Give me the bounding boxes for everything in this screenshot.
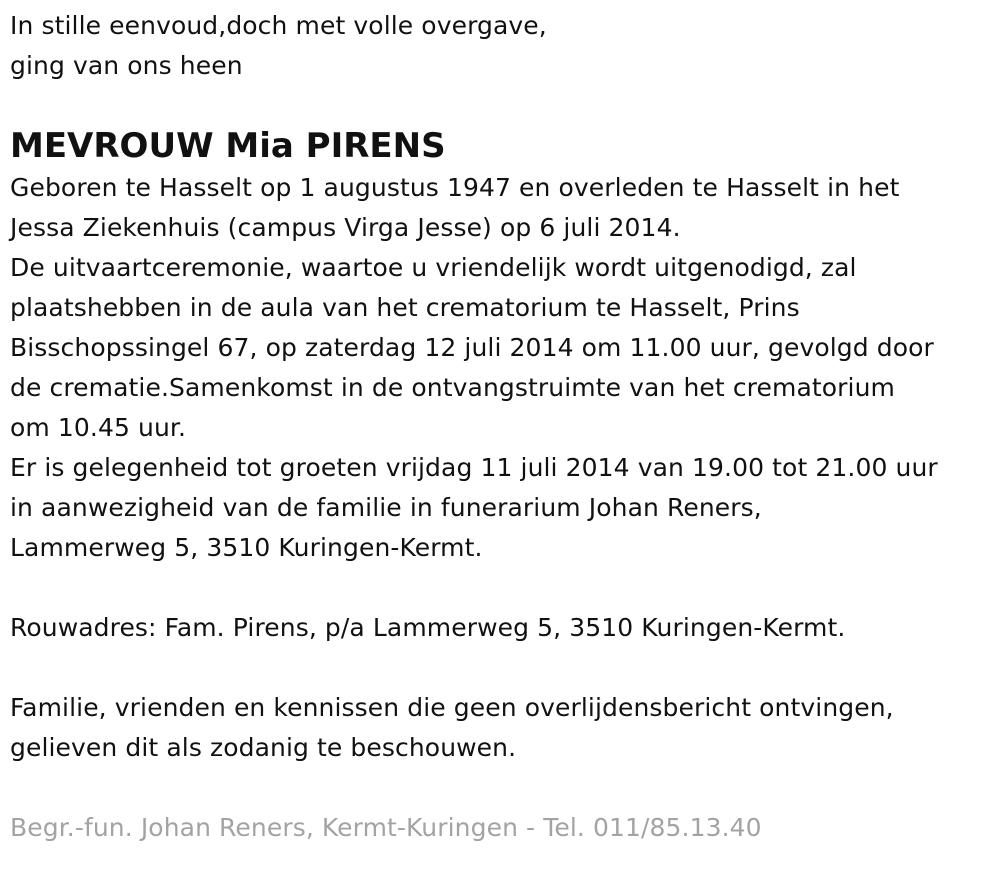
- body-line: De uitvaartceremonie, waartoe u vriendelijk wordt uitgenodigd, zal: [10, 253, 857, 282]
- body-line: om 10.45 uur.: [10, 413, 187, 442]
- spacer: [10, 768, 990, 808]
- body-line: Lammerweg 5, 3510 Kuringen-Kermt.: [10, 533, 483, 562]
- notice-disclaimer: [10, 688, 990, 768]
- body-line: Geboren te Hasselt op 1 augustus 1947 en overleden te Hasselt in het: [10, 173, 900, 202]
- spacer: [10, 648, 990, 688]
- mourning-address: Rouwadres: Fam. Pirens, p/a Lammerweg 5, 3510 Kuringen-Kermt.: [10, 613, 846, 642]
- notice-body: [10, 168, 990, 568]
- body-line: Jessa Ziekenhuis (campus Virga Jesse) op 6 juli 2014.: [10, 213, 681, 242]
- spacer: [10, 568, 990, 608]
- disclaimer-line: gelieven dit als zodanig te beschouwen.: [10, 733, 517, 762]
- intro-line: In stille eenvoud,doch met volle overgave,: [10, 11, 547, 40]
- intro-line: ging van ons heen: [10, 51, 243, 80]
- body-line: in aanwezigheid van de familie in funerarium Johan Reners,: [10, 493, 762, 522]
- deceased-name: MEVROUW Mia PIRENS: [10, 126, 446, 166]
- body-line: de crematie.Samenkomst in de ontvangstruimte van het crematorium: [10, 373, 895, 402]
- death-notice: [10, 6, 990, 848]
- body-line: plaatshebben in de aula van het crematorium te Hasselt, Prins: [10, 293, 800, 322]
- disclaimer-line: Familie, vrienden en kennissen die geen overlijdensbericht ontvingen,: [10, 693, 894, 722]
- body-line: Er is gelegenheid tot groeten vrijdag 11 juli 2014 van 19.00 tot 21.00 uur: [10, 453, 938, 482]
- body-line: Bisschopssingel 67, op zaterdag 12 juli 2014 om 11.00 uur, gevolgd door: [10, 333, 934, 362]
- intro-verse: [10, 6, 990, 86]
- funeral-home-footer: Begr.-fun. Johan Reners, Kermt-Kuringen - Tel. 011/85.13.40: [10, 813, 762, 842]
